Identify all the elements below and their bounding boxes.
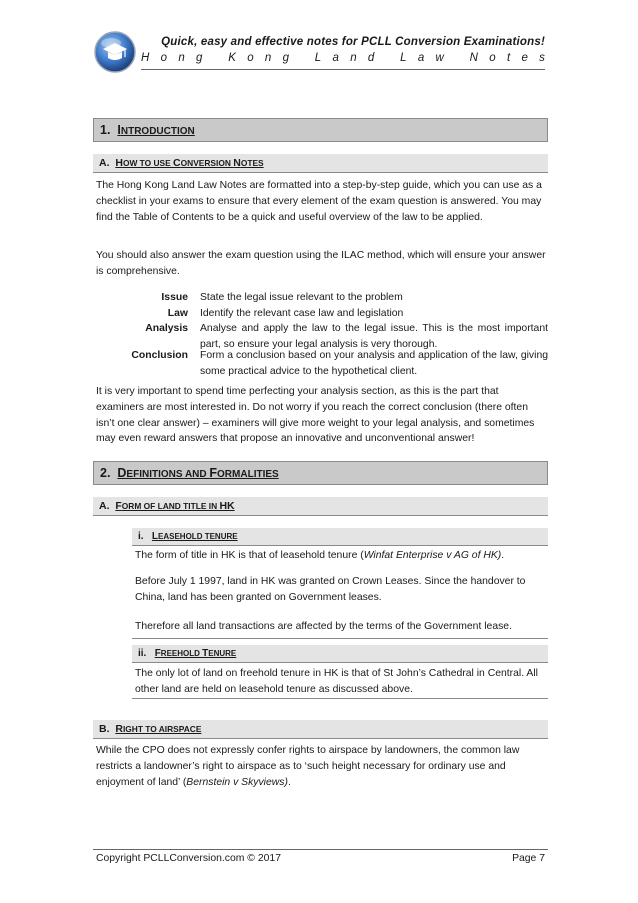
graduation-cap-globe-icon xyxy=(93,30,137,74)
subsection-rule xyxy=(132,638,548,639)
ilac-definition: Analyse and apply the law to the legal issue. This is the most important part, so ensure your legal analysis is very thorough. xyxy=(200,323,548,350)
leasehold-paragraph-1: The form of title in HK is that of leasehold tenure (Winfat Enterprise v AG of HK). xyxy=(135,550,505,561)
subheading-right-to-airspace: B. RIGHT TO AIRSPACE xyxy=(93,720,548,739)
header-title: Quick, easy and effective notes for PCLL Conversion Examinations! xyxy=(161,36,545,48)
header-subtitle: H o n g K o n g L a n d L a w N o t e s xyxy=(141,52,545,64)
leasehold-paragraph-2: Before July 1 1997, land in HK was granted on Crown Leases. Since the handover to China, land has been granted on Government leases. xyxy=(135,576,526,603)
ilac-definition: Form a conclusion based on your analysis and application of the law, giving some practical advice to the hypothetical client. xyxy=(200,350,548,377)
subsection-rule xyxy=(132,698,548,699)
section-heading-introduction: 1. INTRODUCTION xyxy=(93,118,548,142)
ilac-row-law xyxy=(96,306,548,322)
intro-paragraph-2: You should also answer the exam question using the ILAC method, which will ensure your answer is comprehensive. xyxy=(96,250,546,277)
ilac-term: Conclusion xyxy=(131,350,188,361)
subheading-form-of-land-title: A. FORM OF LAND TITLE IN HK xyxy=(93,497,548,516)
ilac-term: Issue xyxy=(161,292,188,303)
leasehold-paragraph-3: Therefore all land transactions are affected by the terms of the Government lease. xyxy=(135,621,512,632)
subheading-how-to-use: A. HOW TO USE CONVERSION NOTES xyxy=(93,154,548,173)
ilac-definition: Identify the relevant case law and legislation xyxy=(200,308,404,319)
intro-paragraph-1: The Hong Kong Land Law Notes are formatted into a step-by-step guide, which you can use as a checklist in your exams to ensure that every element of the exam question is answered. You may find the Table of Contents to be a quick and useful overview of the law to be applied. xyxy=(96,180,542,223)
footer-page-number: Page 7 xyxy=(512,853,545,864)
footer-copyright: Copyright PCLLConversion.com © 2017 xyxy=(96,853,281,864)
intro-paragraph-3: It is very important to spend time perfecting your analysis section, as this is the part that examiners are most interested in. Do not worry if you reach the correct conclusion (there often isn’t one clear answer) – examiners will give more weight to your legal analysis, and sometimes may even reward answers that propose an innovative and unconventional answer! xyxy=(96,386,535,445)
ilac-definition: State the legal issue relevant to the problem xyxy=(200,292,403,303)
subheading-freehold-tenure: ii. FREEHOLD TENURE xyxy=(132,645,548,663)
case-citation: Bernstein v Skyviews) xyxy=(186,776,288,788)
case-citation: Winfat Enterprise v AG of HK) xyxy=(363,550,502,561)
ilac-row-issue xyxy=(96,290,548,306)
footer-rule xyxy=(93,849,548,850)
freehold-paragraph-1: The only lot of land on freehold tenure in HK is that of St John’s Cathedral in Central. All other land are held on leasehold tenure as discussed above. xyxy=(135,668,538,695)
subheading-leasehold-tenure: i. LEASEHOLD TENURE xyxy=(132,528,548,546)
header-rule xyxy=(141,69,545,70)
ilac-term: Analysis xyxy=(145,323,188,334)
ilac-row-conclusion xyxy=(96,348,548,380)
ilac-term: Law xyxy=(167,308,188,319)
section-heading-definitions: 2. DEFINITIONS AND FORMALITIES xyxy=(93,461,548,485)
airspace-paragraph-1: While the CPO does not expressly confer rights to airspace by landowners, the common law restricts a landowner’s right to airspace as to ‘such height necessary for ordinary use and enjoyment of land’ (Bernstein v Skyviews). xyxy=(96,745,520,788)
